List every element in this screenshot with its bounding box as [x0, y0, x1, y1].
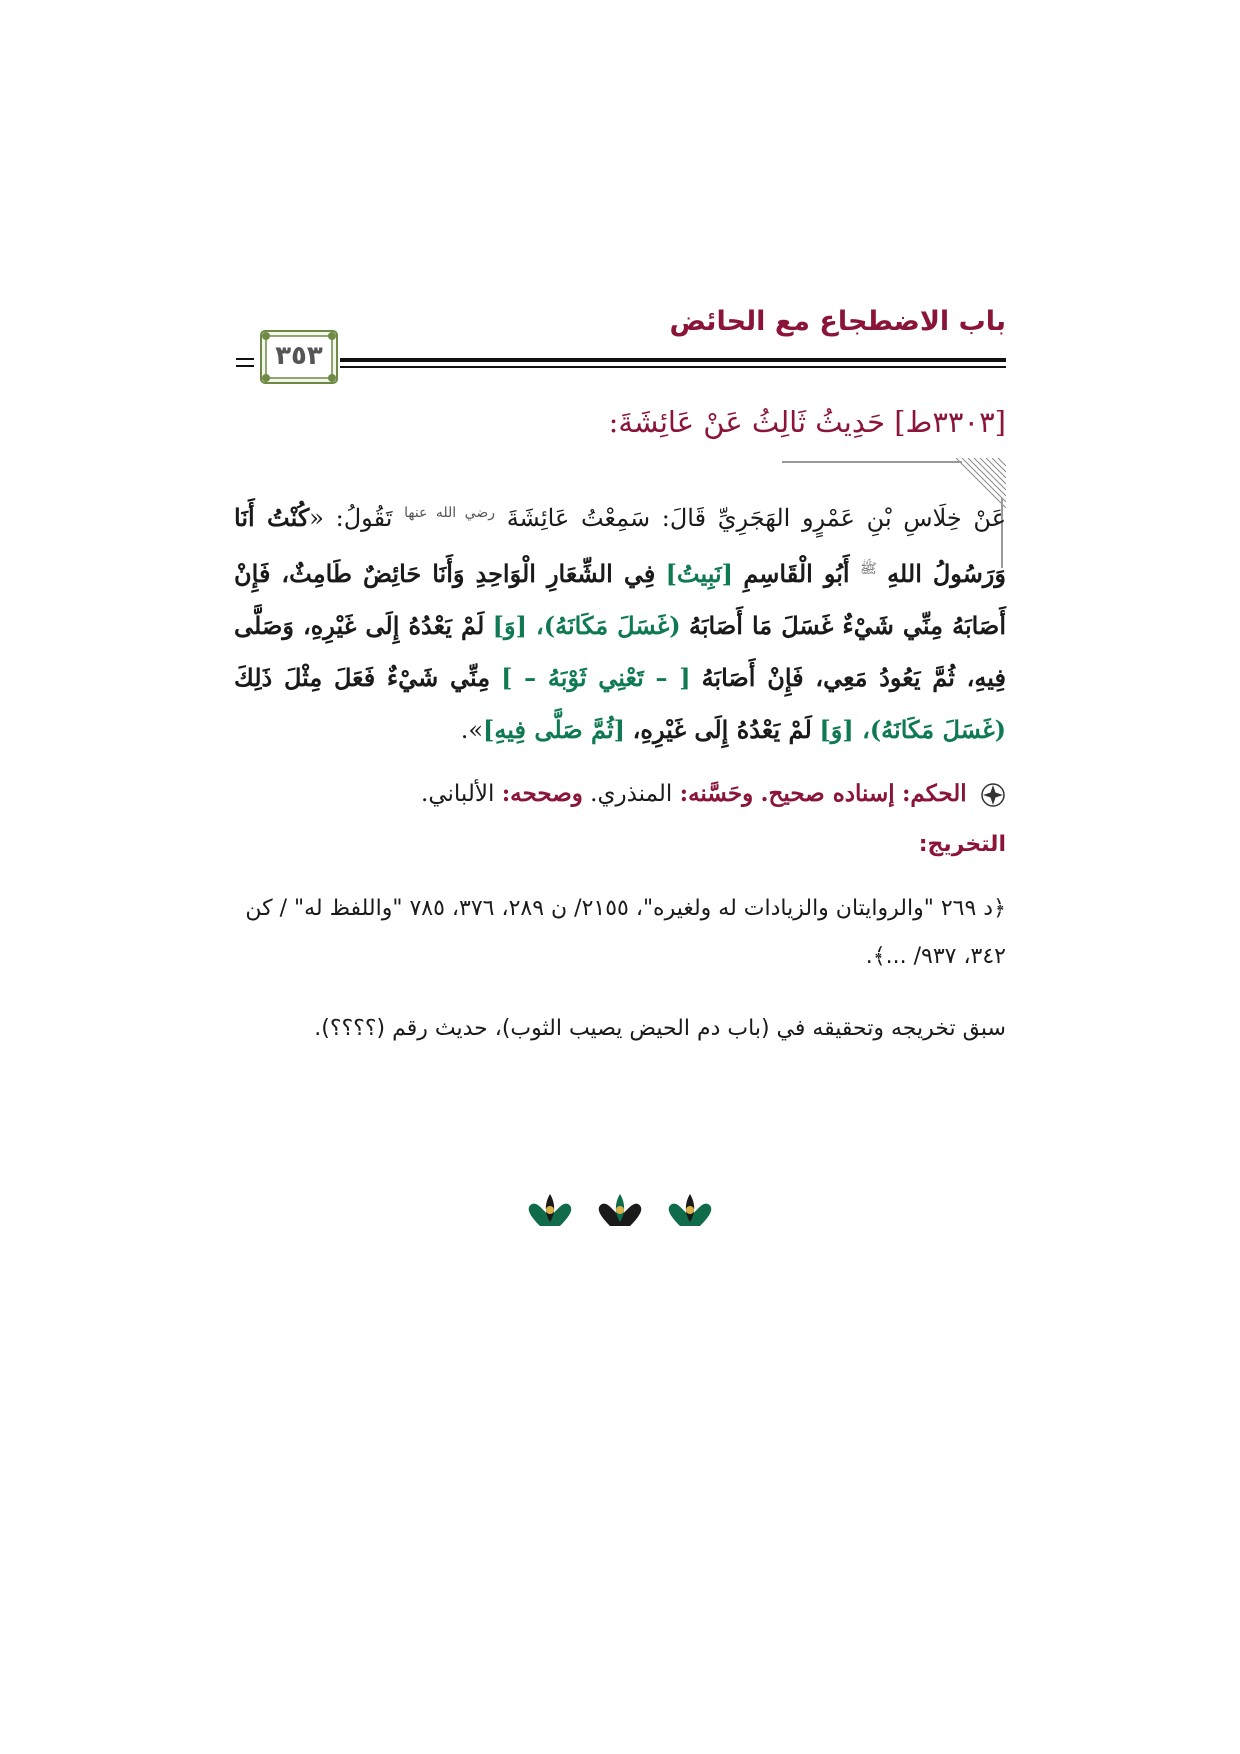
- hadith-box: [234, 458, 1006, 758]
- variant-reading: [ثُمَّ صَلَّى فِيهِ]: [483, 715, 626, 744]
- takhrij-note: سبق تخريجه وتحقيقه في (باب دم الحيض يصيب الثوب)، حديث رقم (؟؟؟؟).: [314, 1016, 1006, 1041]
- sahhahah-value: الألباني.: [421, 781, 495, 807]
- ruling-line: [421, 780, 1006, 808]
- hadith-heading: [٣٣٠٣ط] حَدِيثُ ثَالِثُ عَنْ عَائِشَةَ:: [608, 405, 1006, 439]
- variant-reading: (غَسَلَ مَكَانَهُ)، [وَ]: [819, 715, 1006, 744]
- honorific: رضي الله عنها: [404, 505, 495, 521]
- variant-reading: (غَسَلَ مَكَانَهُ)، [وَ]: [492, 611, 681, 640]
- hadith-chain: عَنْ خِلَاسِ بْنِ عَمْرٍو الهَجَرِيِّ قَالَ: سَمِعْتُ عَائِشَةَ: [506, 504, 1007, 532]
- ruling-value: إسناده صحيح.: [760, 780, 895, 807]
- hassanah-value: المنذري.: [590, 781, 673, 807]
- header-rule: [236, 358, 254, 360]
- hadith-matn: أَبُو الْقَاسِمِ: [743, 559, 850, 588]
- header-rule: [340, 366, 1006, 368]
- hadith-matn: فِي الشِّعَارِ الْوَاحِدِ وَأَنَا حَائِضٌ طَامِثٌ، فَإِنْ أَصَابَهُ مِنِّي شَيْءٌ غَسَلَ مَا أَصَابَهُ: [234, 559, 1006, 640]
- hadith-close: ».: [460, 716, 484, 744]
- hadith-matn: لَمْ يَعْدُهُ إِلَى غَيْرِهِ،: [632, 715, 812, 744]
- page-number: ٣٥٣: [275, 341, 323, 371]
- box-rule: [782, 461, 962, 463]
- hadith-matn: لَمْ يَعْدُهُ إِلَى غَيْرِهِ، وَصَلَّى فِيهِ، ثُمَّ يَعُودُ مَعِي، فَإِنْ أَصَابَهُ: [234, 611, 1006, 692]
- page-header: [236, 298, 1006, 388]
- takhrij-text: ﴿د ٢٦٩ "والروايتان والزيادات له ولغيره"، ٢١٥٥/ ن ٢٨٩، ٣٧٦، ٧٨٥ "واللفظ له" / كن ٣٤٢، ٩٣٧/ ...﴾.: [245, 896, 1006, 969]
- hassanah-label: وحَسَّنه:: [679, 780, 754, 807]
- header-rule: [236, 365, 254, 367]
- sahhahah-label: وصححه:: [501, 780, 583, 807]
- variant-reading: [ – تَعْنِي ثَوْبَهُ – ]: [501, 663, 691, 692]
- page-number-frame: [260, 330, 338, 384]
- floral-ornament-icon: [520, 1186, 720, 1236]
- hadith-matn: مِنِّي شَيْءٌ فَعَلَ مِثْلَ ذَلِكَ: [234, 663, 491, 692]
- ruling-label: الحكم:: [901, 780, 967, 807]
- hadith-matn: كُنْتُ أَنَا وَرَسُولُ اللهِ: [234, 503, 1006, 588]
- ornament-star-icon: [980, 782, 1006, 808]
- variant-reading: [نَبِيتُ]: [665, 559, 734, 588]
- honorific: ﷺ: [859, 561, 877, 577]
- hadith-intro: تَقُولُ: «: [309, 504, 393, 532]
- chapter-title: باب الاضطجاع مع الحائض: [669, 306, 1006, 337]
- takhrij-label: التخريج:: [918, 832, 1006, 857]
- header-rule: [340, 358, 1006, 362]
- hadith-text: [234, 488, 1006, 756]
